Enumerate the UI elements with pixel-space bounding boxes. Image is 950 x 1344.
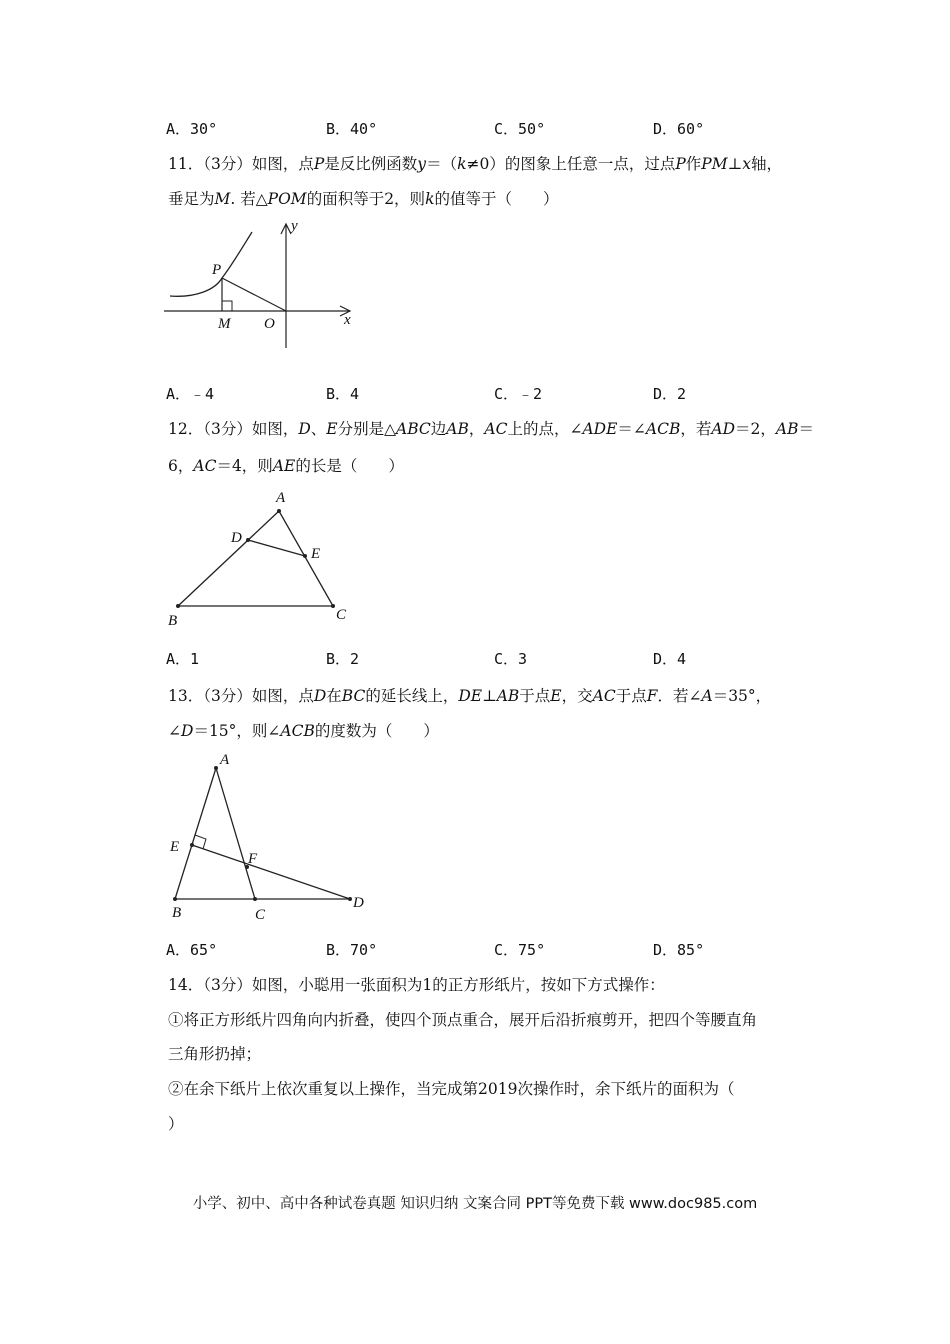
q11-label-o: O bbox=[264, 316, 275, 332]
q13-option-b: B．70° bbox=[326, 941, 378, 959]
q12-stem-line2: 6，AC＝4，则AE的长是（ ） bbox=[168, 457, 404, 475]
q12-label-c: C bbox=[336, 607, 347, 623]
q14-stem-line2: ①将正方形纸片四角向内折叠，使四个顶点重合，展开后沿折痕剪开，把四个等腰直角 bbox=[168, 1011, 758, 1029]
q13-label-b: B bbox=[172, 905, 182, 921]
q11-figure bbox=[160, 218, 370, 358]
q12-label-d: D bbox=[231, 530, 242, 546]
q10-option-c: C．50° bbox=[494, 120, 546, 138]
q13-label-e: E bbox=[170, 839, 180, 855]
q12-option-a: A．1 bbox=[166, 650, 200, 668]
q11-label-p: P bbox=[212, 262, 222, 278]
q12-option-b: B．2 bbox=[326, 650, 360, 668]
q13-stem-line2: ∠D＝15°，则∠ACB的度数为（ ） bbox=[168, 722, 439, 740]
q13-option-c: C．75° bbox=[494, 941, 546, 959]
q13-label-f: F bbox=[248, 851, 258, 867]
q13-option-d: D．85° bbox=[653, 941, 705, 959]
q11-option-c: C．﹣2 bbox=[494, 385, 543, 403]
q11-option-d: D．2 bbox=[653, 385, 687, 403]
q13-label-a: A bbox=[220, 752, 230, 768]
q10-option-a: A．30° bbox=[166, 120, 218, 138]
q12-label-b: B bbox=[168, 613, 178, 629]
q14-stem-line4: ②在余下纸片上依次重复以上操作，当完成第2019次操作时，余下纸片的面积为（ bbox=[168, 1080, 735, 1098]
q11-stem-line1: 11．（3分）如图，点P是反比例函数y＝（k≠0）的图象上任意一点，过点P作PM⊥x轴， bbox=[168, 155, 782, 173]
q13-label-c: C bbox=[255, 907, 266, 923]
q11-stem-line2: 垂足为M. 若△POM的面积等于2，则k的值等于（ ） bbox=[168, 190, 559, 208]
q10-option-d: D．60° bbox=[653, 120, 705, 138]
q12-stem-line1: 12．（3分）如图，D、E分别是△ABC边AB，AC上的点，∠ADE＝∠ACB，若AD＝2，AB＝ bbox=[168, 420, 814, 438]
q13-stem-line1: 13．（3分）如图，点D在BC的延长线上，DE⊥AB于点E，交AC于点F．若∠A＝35°， bbox=[168, 687, 772, 705]
q11-option-a: A．﹣4 bbox=[166, 385, 215, 403]
q12-option-d: D．4 bbox=[653, 650, 687, 668]
q14-stem-line5: ） bbox=[168, 1115, 184, 1133]
q14-stem-line3: 三角形扔掉； bbox=[168, 1045, 262, 1063]
page-footer: 小学、初中、高中各种试卷真题 知识归纳 文案合同 PPT等免费下载 www.doc985.com bbox=[192, 1196, 758, 1212]
q13-label-d: D bbox=[353, 895, 364, 911]
q12-label-e: E bbox=[311, 546, 321, 562]
q11-option-b: B．4 bbox=[326, 385, 360, 403]
q12-figure bbox=[160, 485, 360, 630]
q13-option-a: A．65° bbox=[166, 941, 218, 959]
q12-label-a: A bbox=[276, 490, 286, 506]
q14-stem-line1: 14．（3分）如图，小聪用一张面积为1的正方形纸片，按如下方式操作： bbox=[168, 976, 665, 994]
q11-label-m: M bbox=[218, 316, 231, 332]
q11-label-x: x bbox=[344, 312, 351, 328]
q12-option-c: C．3 bbox=[494, 650, 528, 668]
q13-figure bbox=[160, 750, 375, 925]
q10-option-b: B．40° bbox=[326, 120, 378, 138]
q11-label-y: y bbox=[291, 218, 298, 234]
